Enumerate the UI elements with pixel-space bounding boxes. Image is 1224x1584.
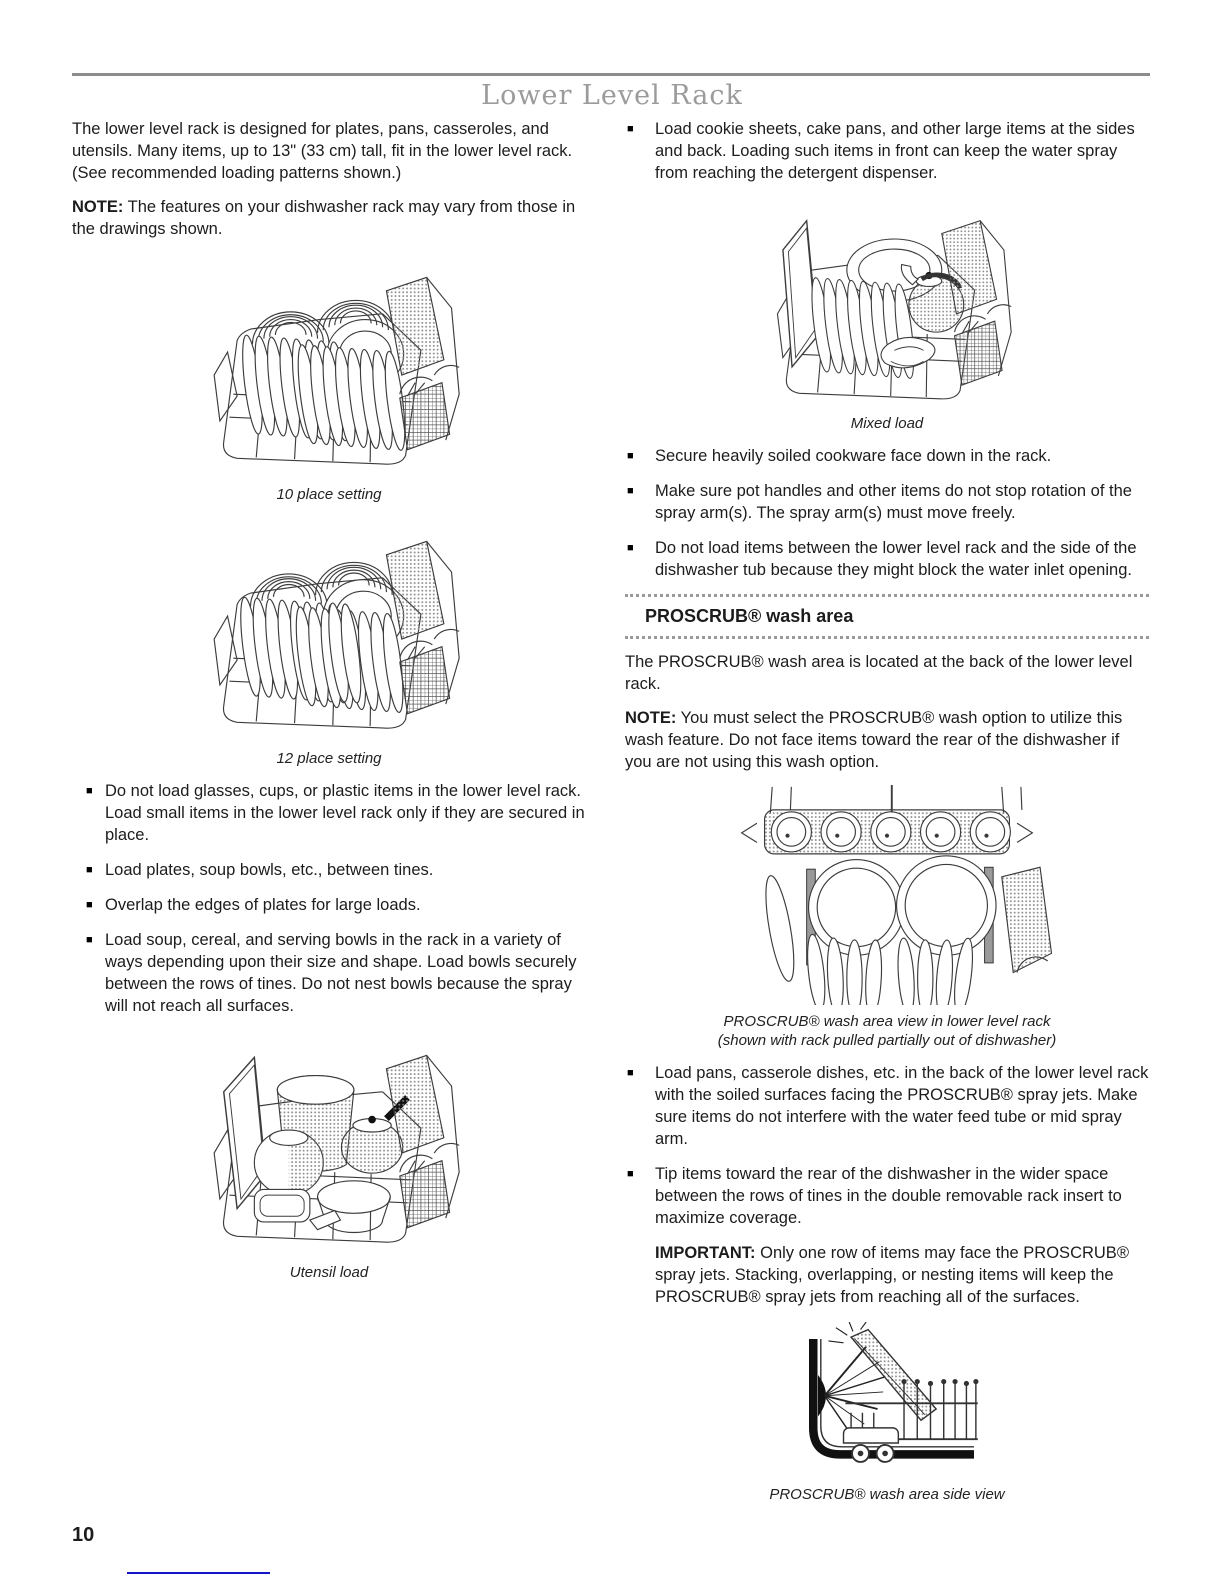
bullet-text: Load plates, soup bowls, etc., between tines. <box>105 861 434 879</box>
bullet-square-icon: ■ <box>627 123 634 135</box>
bullet-square-icon: ■ <box>627 542 634 554</box>
figure-12-place-setting <box>72 516 586 768</box>
figure-10-place-setting <box>72 252 586 504</box>
note-paragraph <box>72 196 586 240</box>
bullet-item <box>625 118 1149 184</box>
page-title: Lower Level Rack <box>481 80 743 111</box>
proscrub-side-view-drawing <box>792 1322 982 1478</box>
bullet-square-icon: ■ <box>86 785 93 797</box>
bullet-square-icon: ■ <box>86 864 93 876</box>
bullet-square-icon: ■ <box>86 934 93 946</box>
bullet-text: Do not load items between the lower level rack and the side of the dishwasher tub because they might block the water inlet opening. <box>655 539 1137 579</box>
figure-proscrub-wash-area <box>625 785 1149 1050</box>
bullet-item <box>72 894 586 916</box>
bullet-square-icon: ■ <box>627 450 634 462</box>
proscrub-section-header: PROSCRUB® wash area <box>625 594 1149 639</box>
bullet-item <box>625 537 1149 581</box>
note-label: NOTE: <box>625 709 677 727</box>
figure-caption: Utensil load <box>289 1264 369 1281</box>
bullet-text: Make sure pot handles and other items do not stop rotation of the spray arm(s). The spray arm(s) must move freely. <box>655 482 1132 522</box>
note-text: You must select the PROSCRUB® wash option to utilize this wash feature. Do not face items toward the rear of the dishwasher if you are not using this wash option. <box>625 709 1123 771</box>
figure-proscrub-side-view <box>625 1322 1149 1504</box>
important-text: Only one row of items may face the PROSCRUB® spray jets. Stacking, overlapping, or nesting items will keep the PROSCRUB® spray jets from reaching all of the surfaces. <box>655 1244 1129 1306</box>
bullet-square-icon: ■ <box>627 1168 634 1180</box>
bullet-text: Secure heavily soiled cookware face down in the rack. <box>655 447 1052 465</box>
section-note-paragraph <box>625 707 1149 773</box>
bullet-item <box>625 445 1149 467</box>
intro-paragraph: The lower level rack is designed for plates, pans, casseroles, and utensils. Many items, up to 13" (33 cm) tall, fit in the lower level rack. (See recommended loading patterns shown.) <box>72 120 573 182</box>
bullet-item <box>625 1163 1149 1229</box>
figure-caption-line2: (shown with rack pulled partially out of dishwasher) <box>717 1032 1057 1049</box>
page-number: 10 <box>72 1524 95 1546</box>
note-label: NOTE: <box>72 198 124 216</box>
bullet-text: Load cookie sheets, cake pans, and other large items at the sides and back. Loading such items in front can keep the water spray from reaching the detergent dispenser. <box>655 120 1135 182</box>
section-intro-paragraph: The PROSCRUB® wash area is located at the back of the lower level rack. <box>625 653 1133 693</box>
bullet-text: Tip items toward the rear of the dishwasher in the wider space between the rows of tines in the double removable rack insert to maximize coverage. <box>655 1165 1122 1227</box>
link-underline <box>127 1572 270 1574</box>
bullet-item <box>625 1062 1149 1150</box>
mixed-load-drawing <box>758 197 1016 407</box>
bullet-item <box>72 780 586 846</box>
figure-caption: PROSCRUB® wash area side view <box>769 1486 1005 1503</box>
bullet-item <box>72 929 586 1017</box>
bullet-square-icon: ■ <box>627 1067 634 1079</box>
top-rule <box>72 73 1150 76</box>
bullet-text: Load soup, cereal, and serving bowls in the rack in a variety of ways depending upon their size and shape. Load bowls securely between the rows of tines. Do not nest bowls because the spray will not reach all surfaces. <box>105 931 577 1015</box>
important-label: IMPORTANT: <box>655 1244 756 1262</box>
bullet-square-icon: ■ <box>627 485 634 497</box>
bullet-square-icon: ■ <box>86 899 93 911</box>
bullet-text: Do not load glasses, cups, or plastic items in the lower level rack. Load small items in the lower level rack only if they are secured in place. <box>105 782 585 844</box>
left-column <box>72 118 586 1294</box>
figure-caption: 10 place setting <box>276 486 382 503</box>
important-paragraph <box>655 1242 1149 1308</box>
bullet-text: Overlap the edges of plates for large loads. <box>105 896 421 914</box>
figure-mixed-load <box>625 197 1149 433</box>
note-text: The features on your dishwasher rack may vary from those in the drawings shown. <box>72 198 576 238</box>
figure-utensil-load <box>72 1030 586 1282</box>
10-place-setting-drawing <box>195 252 463 478</box>
utensil-load-drawing <box>195 1030 463 1256</box>
bullet-text: Load pans, casserole dishes, etc. in the back of the lower level rack with the soiled surfaces facing the PROSCRUB® spray jets. Make sure items do not interfere with the water feed tube or mid spray arm. <box>655 1064 1149 1148</box>
right-column <box>625 118 1149 1516</box>
figure-caption: 12 place setting <box>276 750 382 767</box>
12-place-setting-drawing <box>195 516 463 742</box>
figure-caption-line1: PROSCRUB® wash area view in lower level rack <box>723 1013 1051 1030</box>
figure-caption: Mixed load <box>850 415 924 432</box>
bullet-item <box>625 480 1149 524</box>
bullet-item <box>72 859 586 881</box>
proscrub-wash-area-drawing <box>711 785 1063 1005</box>
